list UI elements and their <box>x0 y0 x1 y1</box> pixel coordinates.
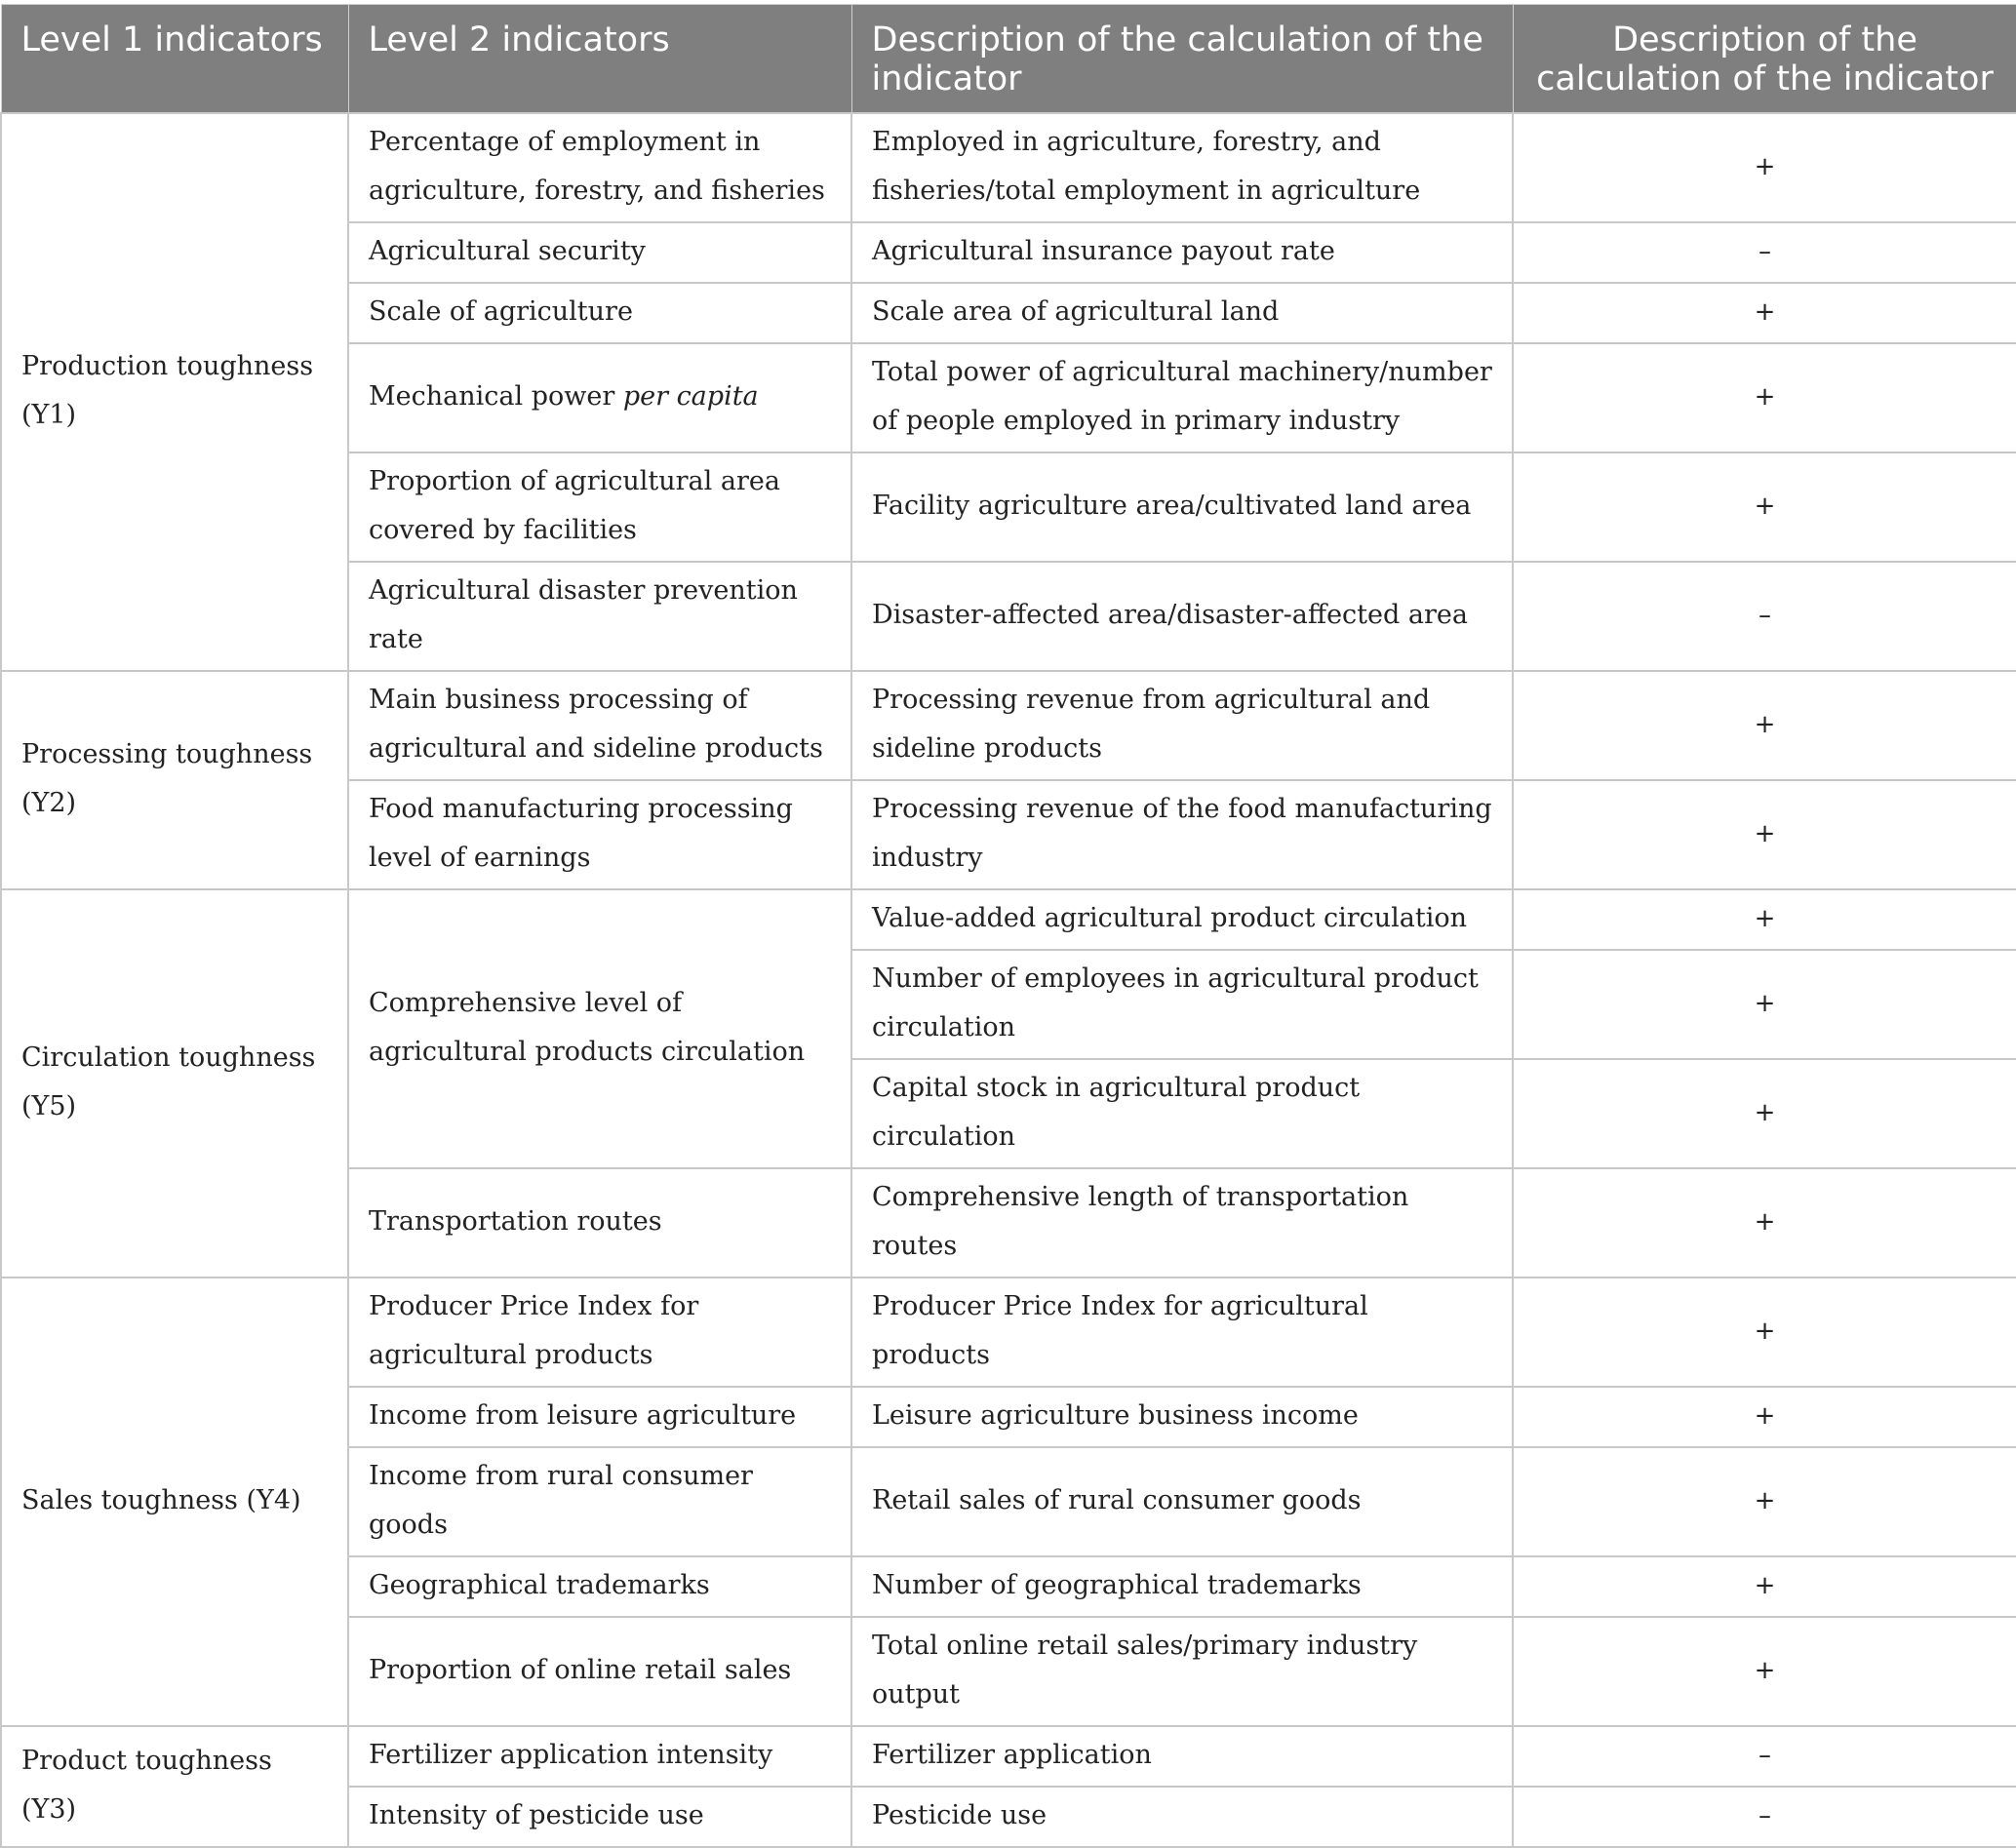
description-cell: Value-added agricultural product circulation <box>851 889 1513 950</box>
level2-cell: Main business processing of agricultural and sideline products <box>348 671 851 780</box>
description-cell: Disaster-affected area/disaster-affected area <box>851 562 1513 671</box>
direction-cell: + <box>1513 950 2016 1059</box>
description-cell: Retail sales of rural consumer goods <box>851 1447 1513 1556</box>
level2-cell: Intensity of pesticide use <box>348 1787 851 1847</box>
table-row <box>1 671 2016 780</box>
direction-cell: + <box>1513 1387 2016 1447</box>
header-description-2: Description of the calculation of the indicator <box>1513 5 2016 113</box>
direction-cell: + <box>1513 1059 2016 1168</box>
table-body <box>1 113 2016 1847</box>
direction-cell: + <box>1513 671 2016 780</box>
level2-cell: Agricultural disaster prevention rate <box>348 562 851 671</box>
description-cell: Fertilizer application <box>851 1726 1513 1787</box>
direction-cell: + <box>1513 1447 2016 1556</box>
level2-cell: Scale of agriculture <box>348 283 851 343</box>
description-cell: Processing revenue of the food manufacturing industry <box>851 780 1513 889</box>
level1-product: Product toughness (Y3) <box>1 1726 348 1847</box>
description-cell: Scale area of agricultural land <box>851 283 1513 343</box>
direction-cell: + <box>1513 1278 2016 1387</box>
direction-cell: + <box>1513 283 2016 343</box>
table-row <box>1 1726 2016 1787</box>
description-cell: Leisure agriculture business income <box>851 1387 1513 1447</box>
table-row <box>1 889 2016 950</box>
direction-cell: + <box>1513 780 2016 889</box>
direction-cell: – <box>1513 562 2016 671</box>
level2-cell: Percentage of employment in agriculture, forestry, and fisheries <box>348 113 851 222</box>
level2-cell: Proportion of agricultural area covered by facilities <box>348 452 851 562</box>
description-cell: Employed in agriculture, forestry, and fisheries/total employment in agriculture <box>851 113 1513 222</box>
level1-processing: Processing toughness (Y2) <box>1 671 348 889</box>
description-cell: Total online retail sales/primary industry output <box>851 1617 1513 1726</box>
level2-emphasis: per capita <box>622 380 759 412</box>
level2-cell: Comprehensive level of agricultural products circulation <box>348 889 851 1168</box>
direction-cell: + <box>1513 1556 2016 1617</box>
level2-cell: Transportation routes <box>348 1168 851 1278</box>
indicator-table <box>0 4 2016 1848</box>
table-header <box>1 5 2016 113</box>
description-cell: Agricultural insurance payout rate <box>851 222 1513 283</box>
level2-cell: Income from rural consumer goods <box>348 1447 851 1556</box>
table-row <box>1 113 2016 222</box>
direction-cell: + <box>1513 113 2016 222</box>
level2-cell: Proportion of online retail sales <box>348 1617 851 1726</box>
level1-sales: Sales toughness (Y4) <box>1 1278 348 1726</box>
description-cell: Processing revenue from agricultural and sideline products <box>851 671 1513 780</box>
header-level1: Level 1 indicators <box>1 5 348 113</box>
description-cell: Comprehensive length of transportation routes <box>851 1168 1513 1278</box>
direction-cell: + <box>1513 452 2016 562</box>
description-cell: Facility agriculture area/cultivated land area <box>851 452 1513 562</box>
level1-circulation: Circulation toughness (Y5) <box>1 889 348 1278</box>
description-cell: Number of employees in agricultural product circulation <box>851 950 1513 1059</box>
direction-cell: + <box>1513 1617 2016 1726</box>
table-row <box>1 1278 2016 1387</box>
level2-cell: Fertilizer application intensity <box>348 1726 851 1787</box>
level2-cell: Income from leisure agriculture <box>348 1387 851 1447</box>
level2-cell: Geographical trademarks <box>348 1556 851 1617</box>
level2-cell <box>348 343 851 452</box>
header-row <box>1 5 2016 113</box>
direction-cell: + <box>1513 889 2016 950</box>
description-cell: Producer Price Index for agricultural products <box>851 1278 1513 1387</box>
level2-cell: Producer Price Index for agricultural products <box>348 1278 851 1387</box>
level2-text: Mechanical power <box>369 380 623 412</box>
level1-production: Production toughness (Y1) <box>1 113 348 671</box>
description-cell: Pesticide use <box>851 1787 1513 1847</box>
direction-cell: + <box>1513 1168 2016 1278</box>
direction-cell: – <box>1513 1726 2016 1787</box>
description-cell: Number of geographical trademarks <box>851 1556 1513 1617</box>
header-level2: Level 2 indicators <box>348 5 851 113</box>
direction-cell: + <box>1513 343 2016 452</box>
level2-cell: Food manufacturing processing level of earnings <box>348 780 851 889</box>
description-cell: Total power of agricultural machinery/number of people employed in primary industry <box>851 343 1513 452</box>
description-cell: Capital stock in agricultural product circulation <box>851 1059 1513 1168</box>
level2-cell: Agricultural security <box>348 222 851 283</box>
header-description: Description of the calculation of the indicator <box>851 5 1513 113</box>
direction-cell: – <box>1513 222 2016 283</box>
direction-cell: – <box>1513 1787 2016 1847</box>
